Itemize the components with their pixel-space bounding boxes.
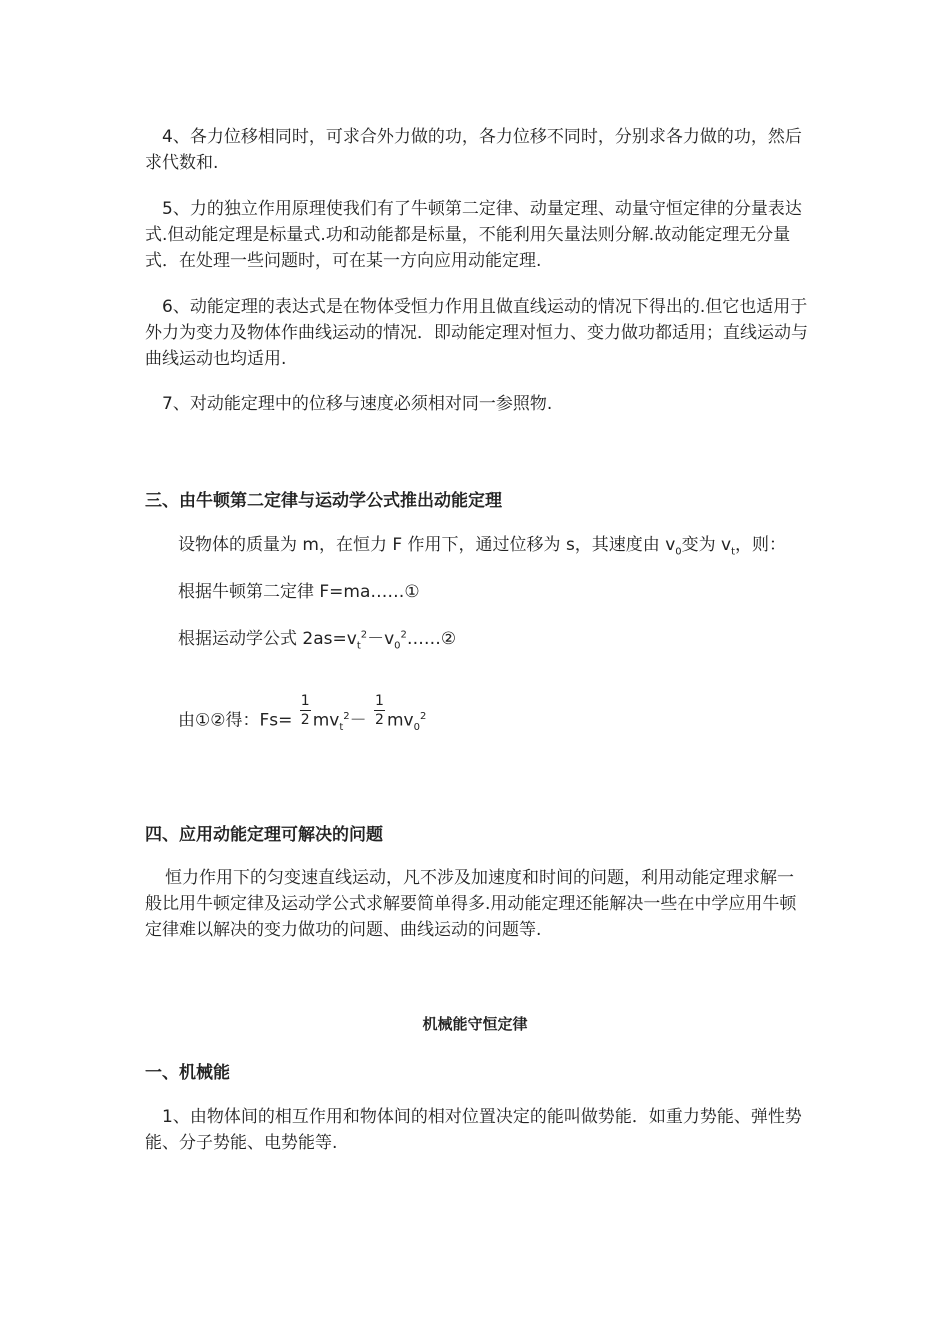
setup-text-a: 设物体的质量为 m，在恒力 F 作用下，通过位移为 s，其速度由 v	[178, 535, 676, 555]
kinematics-text-a: 根据运动学公式 2as=v	[178, 629, 357, 649]
kinematics-text-b: －v	[367, 629, 395, 649]
derivation-setup-line	[178, 533, 786, 557]
kinematics-sup-2a: 2	[360, 629, 368, 641]
paragraph-item-4: 4、各力位移相同时，可求合外力做的功，各力位移不同时，分别求各力做的功，然后求代数和.	[145, 127, 802, 173]
result-text-mv-2: mv	[386, 710, 414, 731]
kinematics-sup-2b: 2	[400, 629, 407, 641]
result-text-mv-1: mv	[312, 710, 340, 731]
kinetic-energy-theorem-result	[178, 693, 427, 739]
fraction-denominator: 2	[300, 712, 310, 728]
paragraph-item-5: 5、力的独立作用原理使我们有了牛顿第二定律、动量定理、动量守恒定律的分量表达式.但动能定理是标量式.功和动能都是标量，不能利用矢量法则分解.故动能定理无分量式．在处理一些问题时，可在某一方向应用动能定理.	[145, 199, 802, 271]
paragraph-item-6: 6、动能定理的表达式是在物体受恒力作用且做直线运动的情况下得出的.但它也适用于外力为变力及物体作曲线运动的情况．即动能定理对恒力、变力做功都适用；直线运动与曲线运动也均适用.	[145, 297, 808, 369]
result-sub-t: t	[339, 721, 344, 733]
section-3-heading: 三、由牛顿第二定律与运动学公式推出动能定理	[145, 491, 502, 511]
result-sub-0: 0	[413, 721, 420, 733]
newton-law-equation: 根据牛顿第二定律 F=ma……①	[178, 582, 420, 602]
fraction-numerator: 1	[300, 693, 310, 709]
mechanical-energy-heading: 一、机械能	[145, 1063, 230, 1083]
setup-text-b: 变为 v	[681, 535, 732, 555]
setup-subscript-t: t	[731, 546, 736, 558]
result-sup-2b: 2	[419, 710, 427, 722]
kinematics-sub-0: 0	[394, 640, 401, 652]
result-text-a: 由①②得：Fs=	[178, 710, 293, 731]
kinematics-equation	[178, 627, 456, 651]
fraction-half-2	[374, 692, 385, 729]
result-minus: －	[349, 710, 367, 731]
setup-text-c: ，则：	[735, 535, 787, 555]
paragraph-item-7: 7、对动能定理中的位移与速度必须相对同一参照物.	[162, 394, 553, 414]
fraction-half-1	[300, 692, 311, 729]
section-4-body: 恒力作用下的匀变速直线运动，凡不涉及加速度和时间的问题，利用动能定理求解一般比用牛顿定律及运动学公式求解要简单得多.用动能定理还能解决一些在中学应用牛顿定律难以解决的变力做功的问题、曲线运动的问题等.	[145, 868, 797, 940]
mechanical-energy-title: 机械能守恒定律	[422, 1015, 528, 1033]
setup-subscript-0: 0	[675, 546, 682, 558]
result-sup-2a: 2	[343, 710, 350, 722]
fraction-denominator: 2	[375, 712, 384, 728]
fraction-numerator: 1	[375, 693, 384, 709]
mechanical-energy-item-1: 1、由物体间的相互作用和物体间的相对位置决定的能叫做势能．如重力势能、弹性势能、分子势能、电势能等.	[145, 1107, 802, 1153]
kinematics-text-c: ……②	[406, 629, 457, 649]
section-4-heading: 四、应用动能定理可解决的问题	[145, 825, 383, 845]
kinematics-sub-t: t	[356, 640, 361, 652]
